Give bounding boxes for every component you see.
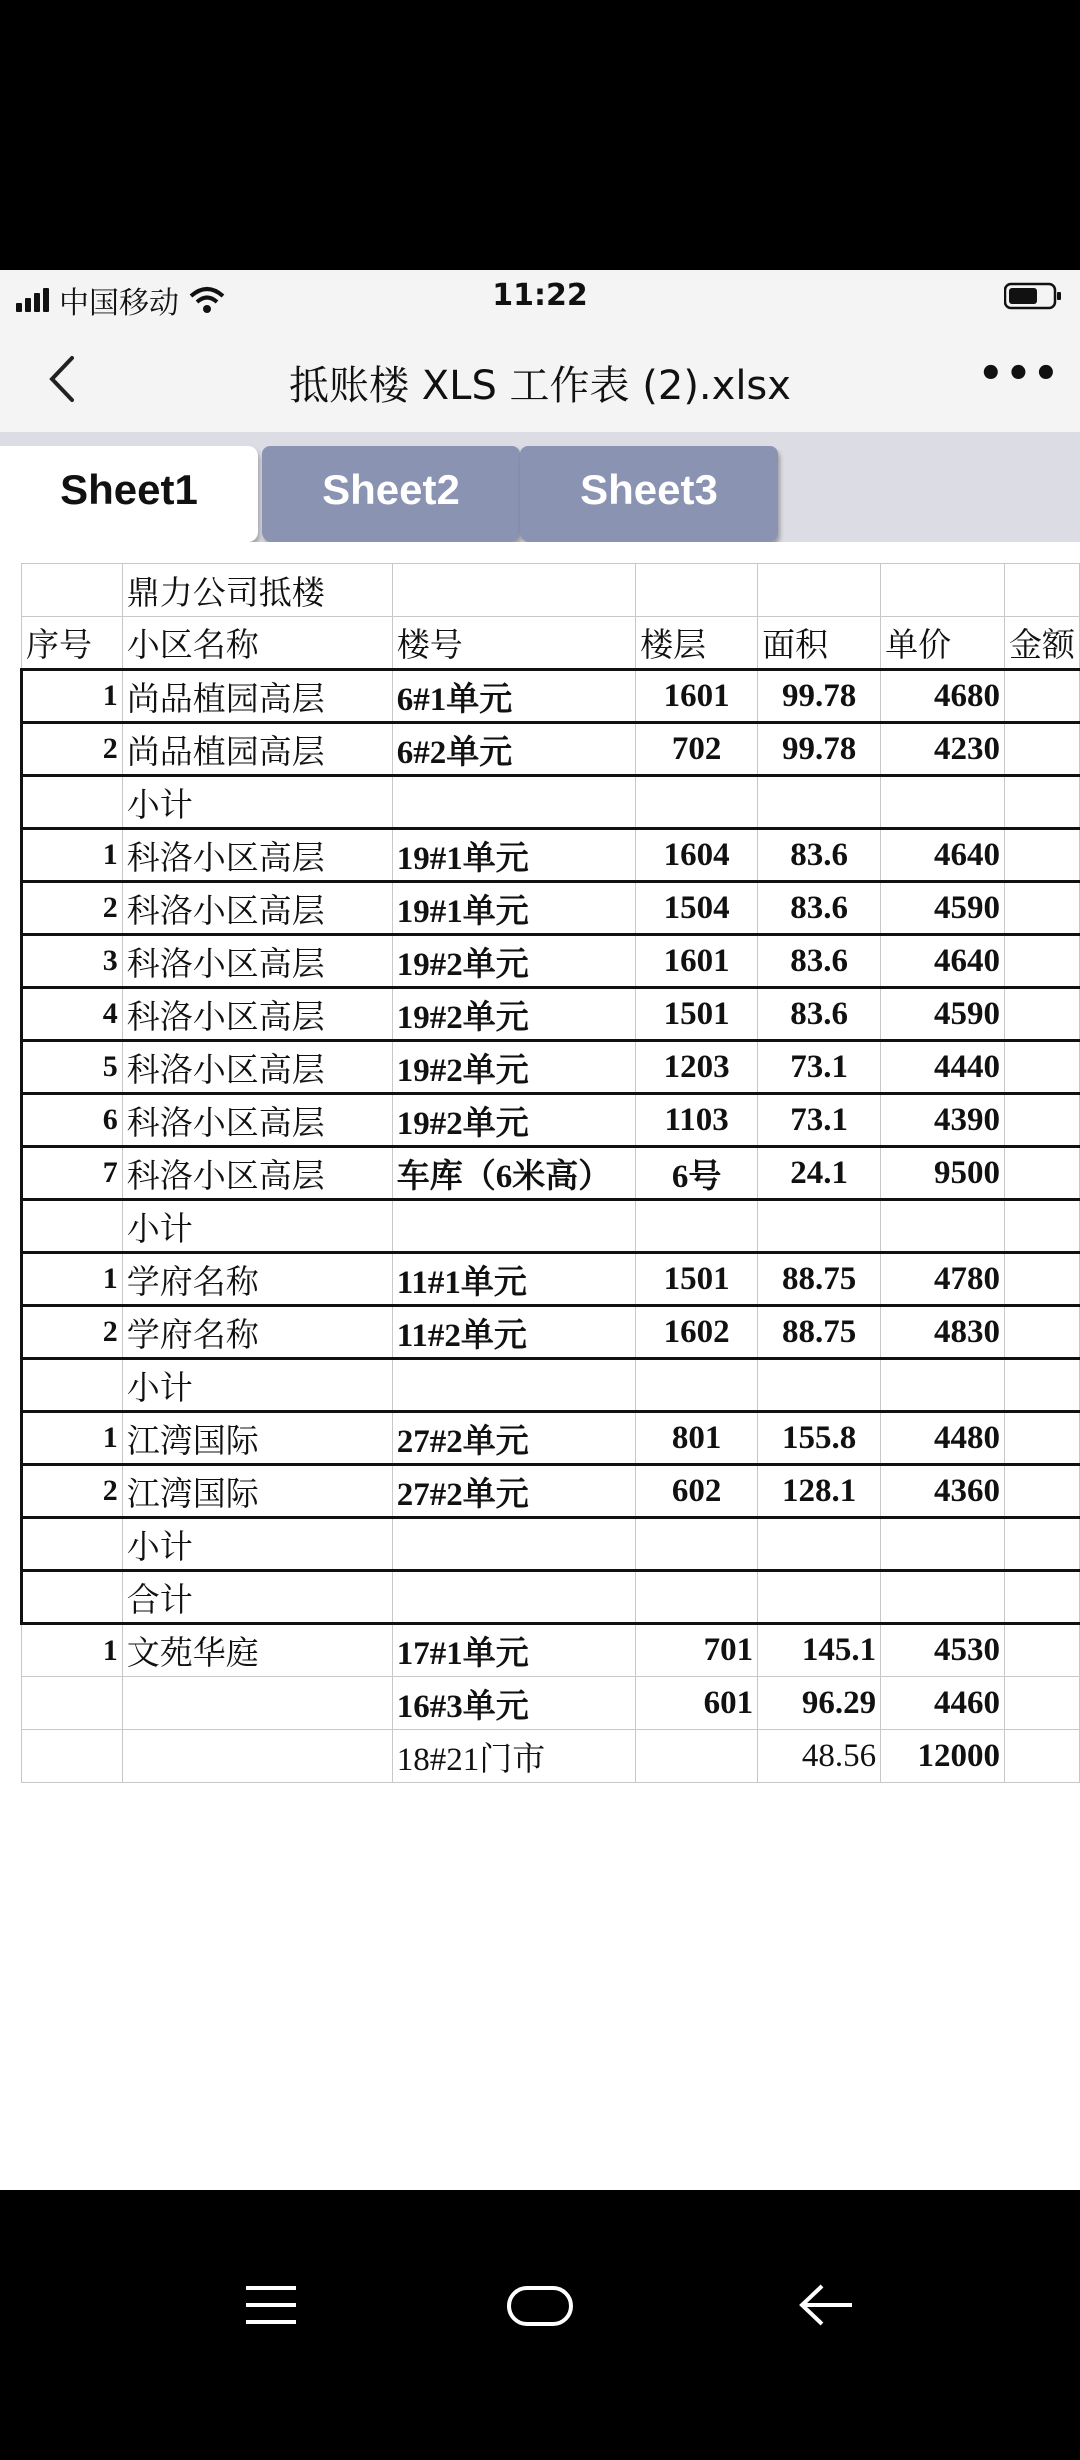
area-cell[interactable]: 99.78 (758, 670, 881, 723)
building-cell[interactable] (392, 1518, 635, 1571)
table-row (22, 935, 1080, 988)
building-cell[interactable] (392, 1571, 635, 1624)
index-cell[interactable]: 1 (22, 670, 123, 723)
amount-cell[interactable] (1004, 988, 1079, 1041)
price-cell[interactable] (881, 776, 1005, 829)
area-cell[interactable]: 99.78 (758, 723, 881, 776)
floor-cell[interactable]: 602 (636, 1465, 758, 1518)
title-row (22, 564, 1080, 617)
floor-cell[interactable]: 1601 (636, 935, 758, 988)
building-cell[interactable]: 19#2单元 (392, 1094, 635, 1147)
amount-cell[interactable] (1004, 1041, 1079, 1094)
building-cell[interactable] (392, 1200, 635, 1253)
back-icon[interactable] (40, 352, 90, 406)
tab-sheet2[interactable]: Sheet2 (262, 446, 520, 542)
table-row (22, 829, 1080, 882)
index-cell[interactable]: 2 (22, 1306, 123, 1359)
area-cell[interactable]: 83.6 (758, 829, 881, 882)
amount-cell[interactable] (1004, 1147, 1079, 1200)
floor-cell[interactable]: 1203 (636, 1041, 758, 1094)
price-cell[interactable] (881, 1359, 1005, 1412)
amount-cell[interactable] (1004, 776, 1079, 829)
index-cell[interactable]: 1 (22, 829, 123, 882)
name-cell[interactable]: 学府名称 (122, 1306, 392, 1359)
name-cell[interactable]: 尚品植园高层 (122, 670, 392, 723)
price-cell[interactable]: 4590 (881, 882, 1005, 935)
name-cell[interactable]: 合计 (122, 1571, 392, 1624)
table-row (22, 1518, 1080, 1571)
index-cell[interactable]: 1 (22, 1412, 123, 1465)
name-cell[interactable]: 小计 (122, 1359, 392, 1412)
table-row (22, 1412, 1080, 1465)
area-cell[interactable]: 83.6 (758, 882, 881, 935)
header-row (22, 617, 1080, 670)
price-cell[interactable]: 4360 (881, 1465, 1005, 1518)
name-cell[interactable]: 科洛小区高层 (122, 882, 392, 935)
area-cell[interactable]: 145.1 (758, 1624, 881, 1677)
area-cell[interactable] (758, 1359, 881, 1412)
price-cell[interactable]: 4440 (881, 1041, 1005, 1094)
name-cell[interactable]: 江湾国际 (122, 1412, 392, 1465)
floor-cell[interactable] (636, 1518, 758, 1571)
table-row (22, 1624, 1080, 1677)
table-row (22, 1094, 1080, 1147)
grid-cell[interactable] (22, 564, 123, 617)
floor-cell[interactable] (636, 1200, 758, 1253)
building-cell[interactable]: 6#2单元 (392, 723, 635, 776)
index-cell[interactable]: 7 (22, 1147, 123, 1200)
area-cell[interactable]: 155.8 (758, 1412, 881, 1465)
floor-cell[interactable]: 1602 (636, 1306, 758, 1359)
price-cell[interactable]: 4640 (881, 829, 1005, 882)
table-row (22, 1730, 1080, 1783)
table-row (22, 1041, 1080, 1094)
document-title: 抵账楼 XLS 工作表 (2).xlsx (289, 363, 791, 409)
grid-cell[interactable] (1004, 564, 1079, 617)
area-cell[interactable]: 88.75 (758, 1306, 881, 1359)
more-options-button[interactable]: ••• (978, 351, 1061, 397)
area-cell[interactable] (758, 1518, 881, 1571)
price-cell[interactable]: 4480 (881, 1412, 1005, 1465)
amount-cell[interactable] (1004, 1094, 1079, 1147)
building-cell[interactable]: 19#2单元 (392, 1041, 635, 1094)
grid-cell[interactable] (758, 564, 881, 617)
table-row (22, 1571, 1080, 1624)
floor-cell[interactable]: 1604 (636, 829, 758, 882)
index-cell[interactable]: 1 (22, 1624, 123, 1677)
name-cell[interactable] (122, 1677, 392, 1730)
index-cell[interactable] (22, 1200, 123, 1253)
index-cell[interactable] (22, 1518, 123, 1571)
battery-icon (1004, 282, 1062, 310)
building-cell[interactable]: 11#1单元 (392, 1253, 635, 1306)
table-row (22, 670, 1080, 723)
header-cell-price[interactable]: 单价 (881, 617, 1005, 670)
price-cell[interactable]: 4590 (881, 988, 1005, 1041)
name-cell[interactable]: 文苑华庭 (122, 1624, 392, 1677)
price-cell[interactable] (881, 1200, 1005, 1253)
building-cell[interactable]: 19#2单元 (392, 988, 635, 1041)
amount-cell[interactable] (1004, 1253, 1079, 1306)
menu-icon[interactable] (242, 2282, 300, 2328)
table-row (22, 882, 1080, 935)
amount-cell[interactable] (1004, 1518, 1079, 1571)
index-cell[interactable] (22, 1359, 123, 1412)
table-row (22, 723, 1080, 776)
name-cell[interactable]: 小计 (122, 776, 392, 829)
home-icon[interactable] (506, 2282, 574, 2330)
name-cell[interactable]: 科洛小区高层 (122, 829, 392, 882)
index-cell[interactable] (22, 1571, 123, 1624)
table-row (22, 1200, 1080, 1253)
header-cell-amount[interactable]: 金额 (1004, 617, 1079, 670)
building-cell[interactable]: 17#1单元 (392, 1624, 635, 1677)
floor-cell[interactable]: 601 (636, 1677, 758, 1730)
name-cell[interactable]: 江湾国际 (122, 1465, 392, 1518)
amount-cell[interactable] (1004, 723, 1079, 776)
table-row (22, 988, 1080, 1041)
system-nav-bar (0, 2190, 1080, 2460)
amount-cell[interactable] (1004, 1677, 1079, 1730)
floor-cell[interactable]: 701 (636, 1624, 758, 1677)
tab-sheet1[interactable]: Sheet1 (0, 446, 258, 542)
index-cell[interactable]: 2 (22, 723, 123, 776)
header-cell-floor[interactable]: 楼层 (636, 617, 758, 670)
clock: 11:22 (492, 278, 588, 313)
area-cell[interactable]: 128.1 (758, 1465, 881, 1518)
sheet-tab-bar (0, 432, 1080, 542)
area-cell[interactable] (758, 1200, 881, 1253)
amount-cell[interactable] (1004, 1624, 1079, 1677)
area-cell[interactable]: 73.1 (758, 1041, 881, 1094)
sheet-title-cell[interactable]: 鼎力公司抵楼 (122, 564, 392, 617)
area-cell[interactable]: 24.1 (758, 1147, 881, 1200)
name-cell[interactable]: 科洛小区高层 (122, 935, 392, 988)
index-cell[interactable]: 6 (22, 1094, 123, 1147)
area-cell[interactable] (758, 776, 881, 829)
building-cell[interactable]: 车库（6米高） (392, 1147, 635, 1200)
price-cell[interactable]: 4460 (881, 1677, 1005, 1730)
price-cell[interactable]: 4640 (881, 935, 1005, 988)
building-cell[interactable] (392, 1359, 635, 1412)
building-cell[interactable]: 27#2单元 (392, 1412, 635, 1465)
floor-cell[interactable] (636, 1359, 758, 1412)
floor-cell[interactable] (636, 776, 758, 829)
amount-cell[interactable] (1004, 1465, 1079, 1518)
grid-cell[interactable] (881, 564, 1005, 617)
table-row (22, 1677, 1080, 1730)
index-cell[interactable]: 5 (22, 1041, 123, 1094)
index-cell[interactable]: 2 (22, 882, 123, 935)
area-cell[interactable]: 96.29 (758, 1677, 881, 1730)
price-cell[interactable]: 4530 (881, 1624, 1005, 1677)
grid-cell[interactable] (392, 564, 635, 617)
status-bar (0, 270, 1080, 324)
grid-body (22, 564, 1080, 1783)
building-cell[interactable] (392, 776, 635, 829)
header-cell-name[interactable]: 小区名称 (122, 617, 392, 670)
header-cell-area[interactable]: 面积 (758, 617, 881, 670)
index-cell[interactable]: 2 (22, 1465, 123, 1518)
carrier-label: 中国移动 (59, 286, 179, 321)
table-row (22, 1306, 1080, 1359)
amount-cell[interactable] (1004, 935, 1079, 988)
price-cell[interactable]: 4780 (881, 1253, 1005, 1306)
floor-cell[interactable] (636, 1730, 758, 1783)
table-row (22, 1147, 1080, 1200)
building-cell[interactable]: 19#1单元 (392, 882, 635, 935)
building-cell[interactable]: 11#2单元 (392, 1306, 635, 1359)
name-cell[interactable]: 小计 (122, 1200, 392, 1253)
floor-cell[interactable]: 1501 (636, 988, 758, 1041)
area-cell[interactable]: 73.1 (758, 1094, 881, 1147)
amount-cell[interactable] (1004, 829, 1079, 882)
back-nav-icon[interactable] (798, 2282, 854, 2328)
tab-sheet3[interactable]: Sheet3 (520, 446, 778, 542)
building-cell[interactable]: 16#3单元 (392, 1677, 635, 1730)
index-cell[interactable] (22, 1730, 123, 1783)
amount-cell[interactable] (1004, 1412, 1079, 1465)
index-cell[interactable]: 4 (22, 988, 123, 1041)
area-cell[interactable]: 83.6 (758, 935, 881, 988)
header-cell-building[interactable]: 楼号 (392, 617, 635, 670)
name-cell[interactable]: 科洛小区高层 (122, 988, 392, 1041)
amount-cell[interactable] (1004, 1730, 1079, 1783)
building-cell[interactable]: 19#1单元 (392, 829, 635, 882)
amount-cell[interactable] (1004, 670, 1079, 723)
table-row (22, 776, 1080, 829)
price-cell[interactable]: 4830 (881, 1306, 1005, 1359)
floor-cell[interactable] (636, 1571, 758, 1624)
area-cell[interactable]: 48.56 (758, 1730, 881, 1783)
floor-cell[interactable]: 1501 (636, 1253, 758, 1306)
nav-bar (0, 324, 1080, 432)
amount-cell[interactable] (1004, 882, 1079, 935)
spreadsheet-grid (20, 563, 1080, 1783)
floor-cell[interactable]: 801 (636, 1412, 758, 1465)
name-cell[interactable]: 小计 (122, 1518, 392, 1571)
price-cell[interactable] (881, 1571, 1005, 1624)
table-row (22, 1359, 1080, 1412)
amount-cell[interactable] (1004, 1200, 1079, 1253)
amount-cell[interactable] (1004, 1571, 1079, 1624)
building-cell[interactable]: 18#21门市 (392, 1730, 635, 1783)
index-cell[interactable] (22, 1677, 123, 1730)
amount-cell[interactable] (1004, 1359, 1079, 1412)
floor-cell[interactable]: 702 (636, 723, 758, 776)
price-cell[interactable]: 4390 (881, 1094, 1005, 1147)
name-cell[interactable]: 科洛小区高层 (122, 1041, 392, 1094)
price-cell[interactable]: 4680 (881, 670, 1005, 723)
area-cell[interactable]: 83.6 (758, 988, 881, 1041)
floor-cell[interactable]: 6号 (636, 1147, 758, 1200)
grid-cell[interactable] (636, 564, 758, 617)
floor-cell[interactable]: 1601 (636, 670, 758, 723)
price-cell[interactable]: 12000 (881, 1730, 1005, 1783)
price-cell[interactable]: 9500 (881, 1147, 1005, 1200)
building-cell[interactable]: 27#2单元 (392, 1465, 635, 1518)
index-cell[interactable]: 3 (22, 935, 123, 988)
name-cell[interactable]: 科洛小区高层 (122, 1147, 392, 1200)
name-cell[interactable]: 尚品植园高层 (122, 723, 392, 776)
name-cell[interactable]: 科洛小区高层 (122, 1094, 392, 1147)
area-cell[interactable]: 88.75 (758, 1253, 881, 1306)
amount-cell[interactable] (1004, 1306, 1079, 1359)
index-cell[interactable]: 1 (22, 1253, 123, 1306)
floor-cell[interactable]: 1504 (636, 882, 758, 935)
name-cell[interactable]: 学府名称 (122, 1253, 392, 1306)
building-cell[interactable]: 6#1单元 (392, 670, 635, 723)
index-cell[interactable] (22, 776, 123, 829)
table-row (22, 1465, 1080, 1518)
price-cell[interactable]: 4230 (881, 723, 1005, 776)
table-row (22, 1253, 1080, 1306)
header-cell-index[interactable]: 序号 (22, 617, 123, 670)
building-cell[interactable]: 19#2单元 (392, 935, 635, 988)
floor-cell[interactable]: 1103 (636, 1094, 758, 1147)
name-cell[interactable] (122, 1730, 392, 1783)
area-cell[interactable] (758, 1571, 881, 1624)
price-cell[interactable] (881, 1518, 1005, 1571)
